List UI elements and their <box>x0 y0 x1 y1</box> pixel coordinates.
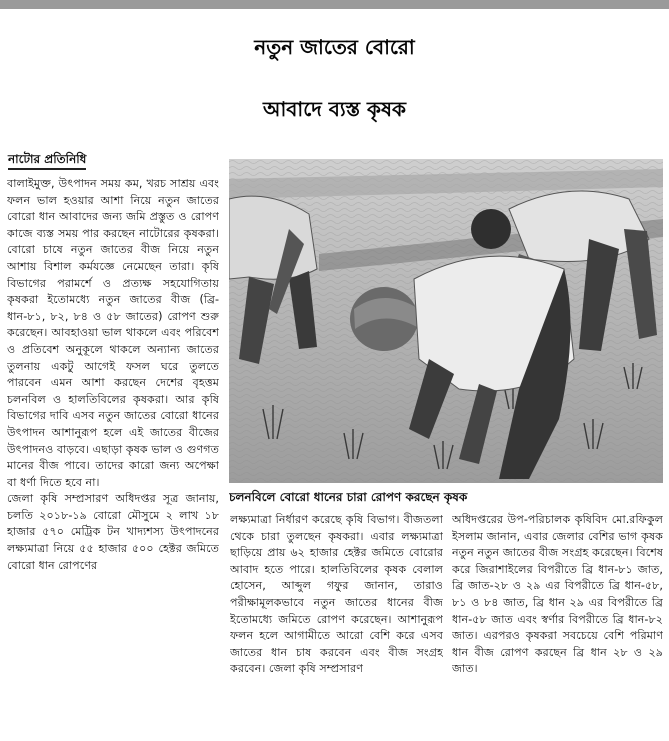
paragraph: লক্ষ্যমাত্রা নির্ধারণ করেছে কৃষি বিভাগ। বীজতলা থেকে চারা তুলছেন কৃষকরা। এবার লক্ষ্যমাত্রা ছাড়িয়ে প্রায় ৬২ হাজার হেক্টর জমিতে বোরোর আবাদ হতে পারে। হালতিবিলের কৃষক বেলাল হোসেন, আব্দুল গফুর জানান, তারাও পরীক্ষামূলকভাবে নতুন জাতের ধানের বীজ ইতোমধ্যে জমিতে রোপণ করেছেন। আশানুরূপ ফলন হলে আগামীতে আরো বেশি করে এসব জাতের ধান চাষ করবেন এবং বীজ সংগ্রহ করবেন। জেলা কৃষি সম্প্রসারণ <box>230 513 443 676</box>
farmers-planting-rice-image <box>229 159 663 483</box>
top-rule <box>0 0 669 9</box>
article-photo <box>229 159 663 483</box>
article-column-1 <box>7 176 219 736</box>
paragraph: জেলা কৃষি সম্প্রসারণ অধিদপ্তর সূত্র জানায়, চলতি ২০১৮-১৯ বোরো মৌসুমে ২ লাখ ১৮ হাজার ৫৭০ মেট্রিক টন খাদ্যশস্য উৎপাদনের লক্ষ্যমাত্রা নিয়ে ৫৫ হাজার ৫০০ হেক্টর জমিতে বোরো ধান রোপণের <box>7 492 219 572</box>
article-column-3 <box>452 512 663 736</box>
paragraph: অধিদপ্তরের উপ-পরিচালক কৃষিবিদ মো.রফিকুল ইসলাম জানান, এবার জেলার বেশির ভাগ কৃষক নতুন নতুন জাতের বীজ সংগ্রহ করেছেন। বিশেষ করে জিরাশাইলের বিপরীতে ব্রি ধান-৮১ জাত, ব্রি জাত-২৮ ও ২৯ এর বিপরীতে ব্রি ধান-৫৮, ৮১ ও ৮৪ জাত, ব্রি ধান ২৯ এর বিপরীতে ব্রি ধান-৫৮ জাত এবং স্বর্ণার বিপরীতে ব্রি ধান-৮২ জাত। এরপরও কৃষকরা সবচেয়ে বেশি পরিমাণ ধান বীজ রোপণ করছেন ব্রি ধান ২৮ ও ২৯ জাত। <box>452 513 663 676</box>
headline-line-2: আবাদে ব্যস্ত কৃষক <box>262 97 407 121</box>
photo-caption: চলনবিলে বোরো ধানের চারা রোপণ করছেন কৃষক <box>229 490 468 504</box>
headline <box>0 16 669 140</box>
byline: নাটোর প্রতিনিধি <box>8 152 86 170</box>
article-column-2 <box>230 512 443 736</box>
headline-line-1: নতুন জাতের বোরো <box>254 35 415 59</box>
paragraph: বালাইমুক্ত, উৎপাদন সময় কম, খরচ সাশ্রয় এবং ফলন ভাল হওয়ার আশা নিয়ে নতুন জাতের বোরো ধান আবাদের জন্য জমি প্রস্তুত ও রোপণ কাজে ব্যস্ত সময় পার করছেন নাটোরের কৃষকরা। বোরো চাষে নতুন জাতের বীজ নিয়ে নতুন আশায় বিশাল কর্মযজ্ঞে নেমেছেন তারা। কৃষি বিভাগের পরামর্শে ও প্রত্যক্ষ সহযোগিতায় কৃষকরা ইতোমধ্যে নতুন জাতের বীজ (ব্রি- ধান-৮১, ৮২, ৮৪ ও ৫৮ জাতের) রোপণ শুরু করেছেন। আবহাওয়া ভাল থাকলে এবং পরিবেশ ও প্রতিবেশ অনুকূলে থাকলে অন্যান্য জাতের তুলনায় একটু আগেই ফসল ঘরে তুলতে পারবেন এমন আশা করছেন দেশের বৃহত্তম চলনবিল ও হালতিবিলের কৃষকরা। আর কৃষি বিভাগের দাবি এসব নতুন জাতের বোরো ধানের উৎপাদন আশানুরূপ হলে এই জাতের বীজের উৎপাদনও বাড়বে। এছাড়া কৃষক ভাল ও গুণগত মানের বীজ পাবে। তাদের কারো জন্য অপেক্ষা বা ধর্ণা দিতে হবে না। <box>7 177 219 489</box>
